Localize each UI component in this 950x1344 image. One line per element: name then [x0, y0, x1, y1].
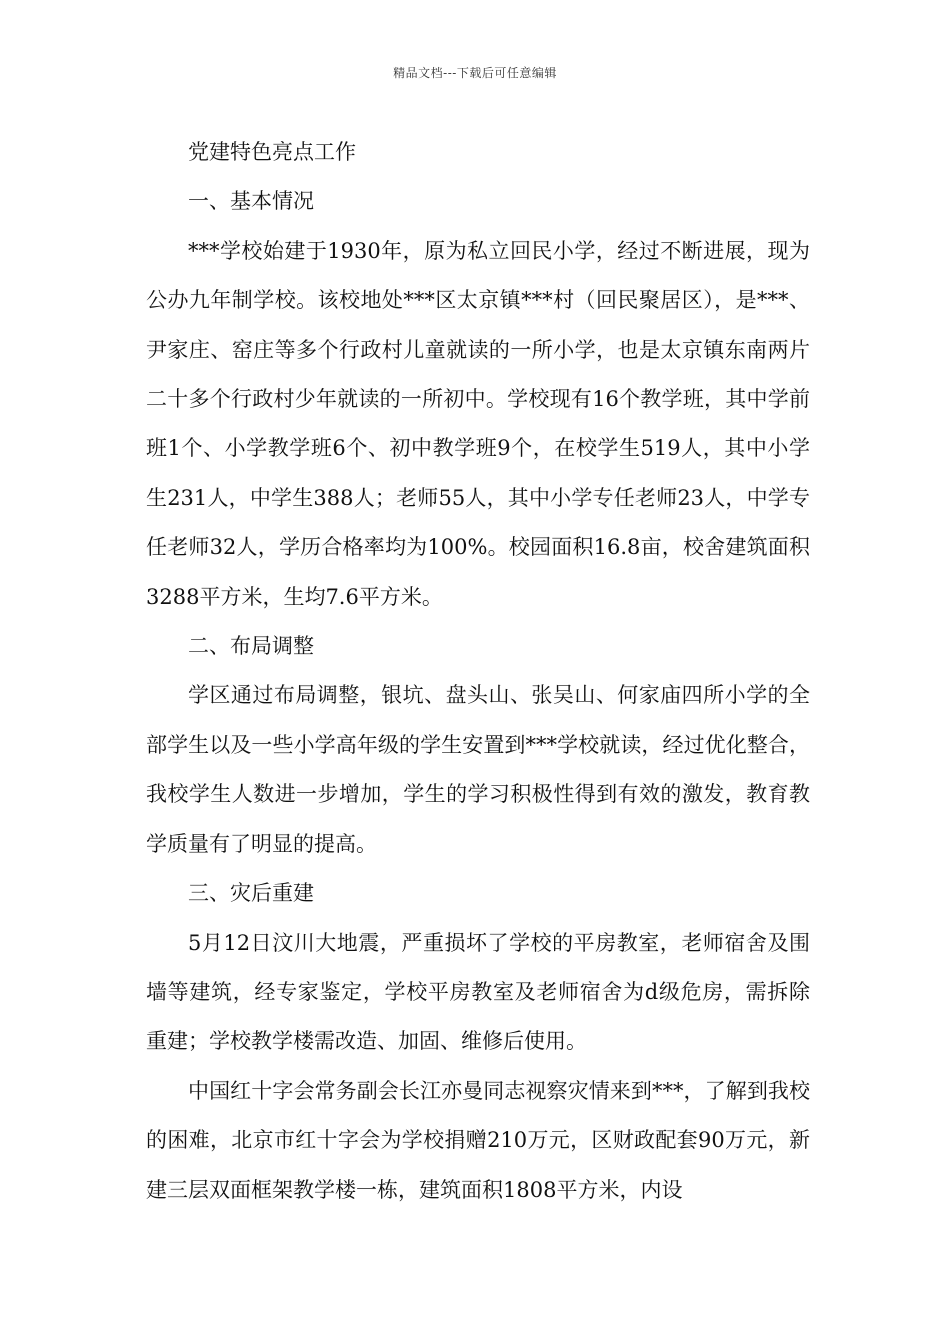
paragraph-reconstruction-2: 中国红十字会常务副会长江亦曼同志视察灾情来到***，了解到我校的困难，北京市红十字会为学校捐赠210万元，区财政配套90万元，新建三层双面框架教学楼一栋，建筑面积1808平方米，内设 [146, 1078, 810, 1202]
paragraph-reconstruction-1: 5月12日汶川大地震，严重损坏了学校的平房教室，老师宿舍及围墙等建筑，经专家鉴定，学校平房教室及老师宿舍为d级危房，需拆除重建；学校教学楼需改造、加固、维修后使用。 [146, 930, 810, 1054]
section-heading-reconstruction: 三、灾后重建 [188, 881, 314, 906]
paragraph-basic-info: ***学校始建于1930年，原为私立回民小学，经过不断进展，现为公办九年制学校。该校地处***区太京镇***村（回民聚居区），是***、尹家庄、窑庄等多个行政村儿童就读的一所小学，也是太京镇东南两片二十多个行政村少年就读的一所初中。学校现有16个教学班，其中学前班1个、小学教学班6个、初中教学班9个，在校学生519人，其中小学生231人，中学生388人；老师55人，其中小学专任老师23人，中学专任老师32人，学历合格率均为100%。校园面积16.8亩，校舍建筑面积3288平方米，生均7.6平方米。 [146, 238, 810, 609]
section-heading-basic-info: 一、基本情况 [188, 189, 314, 214]
section-heading-layout-adjustment: 二、布局调整 [188, 634, 314, 659]
paragraph-layout-adjustment: 学区通过布局调整，银坑、盘头山、张吴山、何家庙四所小学的全部学生以及一些小学高年级的学生安置到***学校就读，经过优化整合，我校学生人数进一步增加，学生的学习积极性得到有效的激发，教育教学质量有了明显的提高。 [146, 683, 810, 856]
document-body [146, 128, 810, 1215]
page-header: 精品文档---下载后可任意编辑 [393, 66, 557, 80]
document-title: 党建特色亮点工作 [188, 140, 356, 164]
